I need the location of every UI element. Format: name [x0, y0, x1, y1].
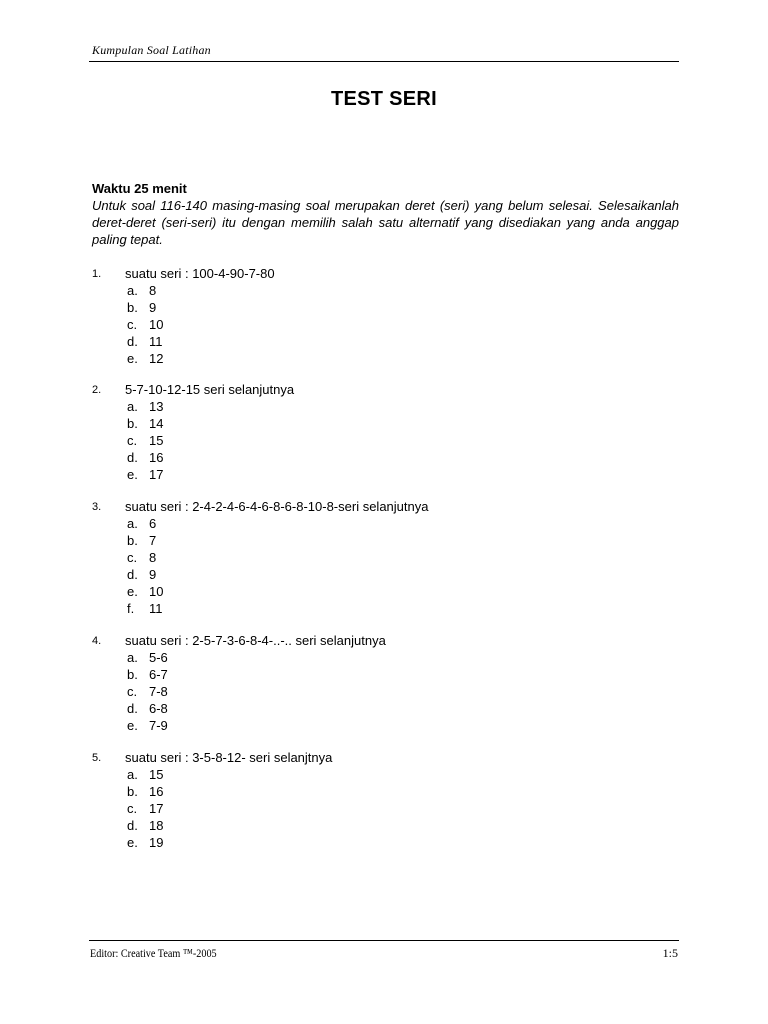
header-divider	[89, 61, 679, 62]
option-letter: c.	[127, 317, 138, 332]
option-value: 16	[149, 784, 164, 799]
instructions-text: Untuk soal 116-140 masing-masing soal merupakan deret (seri) yang belum selesai. Selesaikanlah deret-deret (seri-seri) itu dengan memilih salah satu alternatif yang disediakan yang anda anggap paling tepat.	[92, 198, 679, 247]
option-value: 18	[149, 818, 164, 833]
option-value: 10	[149, 584, 164, 599]
footer-divider	[89, 940, 679, 941]
option-value: 14	[149, 416, 164, 431]
question-text: suatu seri : 2-4-2-4-6-4-6-8-6-8-10-8-seri selanjutnya	[125, 499, 429, 514]
option-value: 7-9	[149, 718, 168, 733]
option-value: 11	[149, 334, 163, 349]
option-value: 6	[149, 516, 157, 531]
option-value: 8	[149, 283, 157, 298]
question-text: suatu seri : 100-4-90-7-80	[125, 266, 275, 281]
header-script-title: Kumpulan Soal Latihan	[92, 43, 211, 57]
option-value: 6-7	[149, 667, 168, 682]
question-number: 1.	[92, 268, 102, 280]
option-letter: e.	[127, 718, 138, 733]
option-letter: d.	[127, 567, 138, 582]
option-letter: a.	[127, 767, 138, 782]
question-number: 5.	[92, 752, 102, 764]
question-text: suatu seri : 3-5-8-12- seri selanjtnya	[125, 750, 333, 765]
option-letter: c.	[127, 433, 138, 448]
option-letter: b.	[127, 300, 138, 315]
option-letter: a.	[127, 283, 138, 298]
option-value: 9	[149, 300, 157, 315]
option-letter: b.	[127, 533, 138, 548]
option-letter: d.	[127, 334, 138, 349]
option-value: 16	[149, 450, 164, 465]
option-letter: e.	[127, 351, 138, 366]
option-value: 8	[149, 550, 157, 565]
option-letter: d.	[127, 701, 138, 716]
option-letter: c.	[127, 550, 138, 565]
option-letter: a.	[127, 516, 138, 531]
option-value: 10	[149, 317, 164, 332]
option-value: 17	[149, 467, 164, 482]
option-value: 17	[149, 801, 164, 816]
option-value: 13	[149, 399, 164, 414]
option-letter: c.	[127, 801, 138, 816]
option-value: 7	[149, 533, 157, 548]
option-letter: e.	[127, 584, 138, 599]
option-letter: a.	[127, 650, 138, 665]
option-letter: b.	[127, 784, 138, 799]
option-value: 11	[149, 601, 163, 616]
option-letter: b.	[127, 416, 138, 431]
option-value: 5-6	[149, 650, 168, 665]
option-letter: d.	[127, 818, 138, 833]
option-value: 7-8	[149, 684, 168, 699]
option-value: 19	[149, 835, 164, 850]
time-limit-label: Waktu 25 menit	[92, 181, 187, 196]
option-letter: f.	[127, 601, 135, 616]
option-letter: e.	[127, 835, 138, 850]
option-value: 9	[149, 567, 157, 582]
option-value: 6-8	[149, 701, 168, 716]
option-letter: c.	[127, 684, 138, 699]
option-letter: b.	[127, 667, 138, 682]
question-number: 4.	[92, 635, 102, 647]
option-letter: a.	[127, 399, 138, 414]
question-number: 2.	[92, 384, 102, 396]
option-value: 12	[149, 351, 164, 366]
footer-page-number: 1:5	[662, 946, 678, 960]
footer-editor-credit: Editor: Creative Team ™-2005	[90, 946, 217, 960]
question-number: 3.	[92, 501, 102, 513]
page-title: TEST SERI	[330, 88, 438, 110]
option-letter: e.	[127, 467, 138, 482]
question-text: suatu seri : 2-5-7-3-6-8-4-..-.. seri selanjutnya	[125, 633, 386, 648]
question-text: 5-7-10-12-15 seri selanjutnya	[125, 382, 295, 397]
option-value: 15	[149, 767, 164, 782]
option-letter: d.	[127, 450, 138, 465]
option-value: 15	[149, 433, 164, 448]
